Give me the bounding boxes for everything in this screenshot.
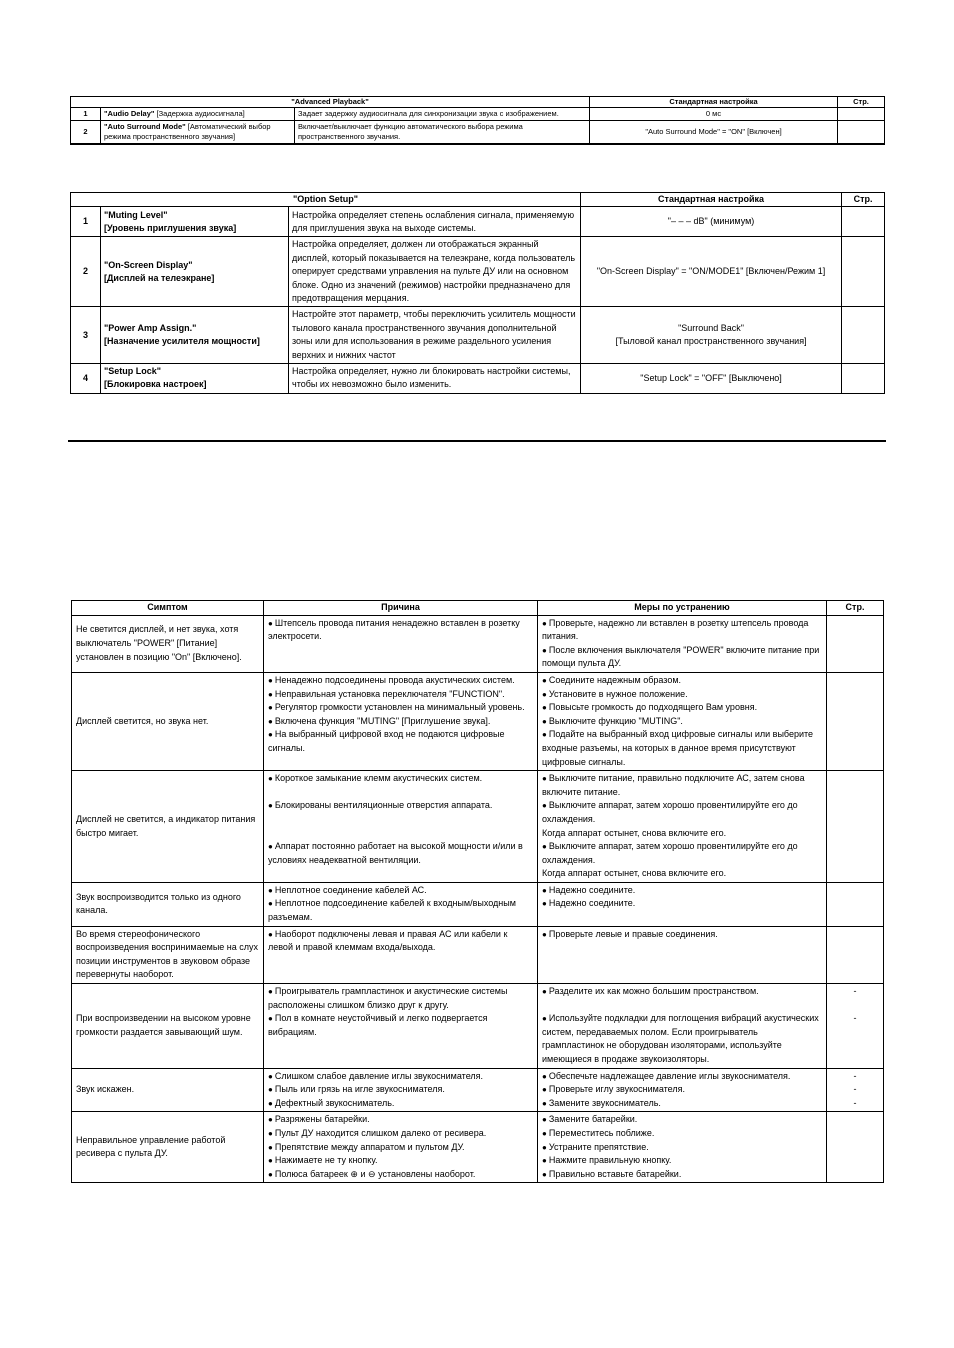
remedy-item: ● Надежно соедините.: [542, 897, 822, 911]
row-number: 1: [71, 108, 101, 121]
setting-name-en: "Muting Level": [104, 209, 168, 220]
setting-name-ru: [Задержка аудиосигнала]: [156, 109, 245, 118]
symptom: Звук воспроизводится только из одного канала.: [72, 882, 264, 926]
cause-item: ● Препятствие между аппаратом и пультом ДУ.: [268, 1141, 533, 1155]
setting-name: [101, 307, 289, 364]
remedy: [538, 926, 827, 983]
symptom: Неправильное управление работой ресивера с пульта ДУ.: [72, 1112, 264, 1183]
remedy: [538, 984, 827, 1069]
column-header: Причина: [264, 601, 538, 616]
page-ref: [827, 882, 884, 926]
table-row: [72, 1112, 884, 1183]
cause-item: ● Пульт ДУ находится слишком далеко от ресивера.: [268, 1127, 533, 1141]
cause-item: ● Разряжены батарейки.: [268, 1113, 533, 1127]
cause-item: ● Неплотное соединение кабелей АС.: [268, 884, 533, 898]
page-ref: [827, 984, 884, 1069]
default-setting: [581, 307, 842, 364]
symptom: При воспроизведении на высоком уровне громкости раздается завывающий шум.: [72, 984, 264, 1069]
page-ref: [842, 364, 885, 394]
remedy-item: ● Проверьте, надежно ли вставлен в розетку штепсель провода питания.: [542, 617, 822, 644]
remedy-item: ● Проверьте иглу звукоснимателя.: [542, 1083, 822, 1097]
page-ref: [842, 207, 885, 237]
cause-item: ● Проигрыватель грампластинок и акустические системы расположены слишком близко друг к другу.: [268, 985, 533, 1012]
remedy-item: ● Повысьте громкость до подходящего Вам уровня.: [542, 701, 822, 715]
default-setting: 0 мс: [590, 108, 838, 121]
setting-name-en: "Power Amp Assign.": [104, 322, 197, 333]
cause-item: ● Штепсель провода питания ненадежно вставлен в розетку электросети.: [268, 617, 533, 644]
remedy: [538, 1068, 827, 1112]
table-row: [71, 237, 885, 307]
remedy-item: ● Выключите функцию "MUTING".: [542, 715, 822, 729]
minus-icon: ⊖: [368, 1168, 376, 1179]
column-header: Симптом: [72, 601, 264, 616]
default-setting: "On-Screen Display" = "ON/MODE1" [Включен/Режим 1]: [581, 237, 842, 307]
page-ref: [842, 237, 885, 307]
setting-name-en: "On-Screen Display": [104, 259, 193, 270]
cause: [264, 672, 538, 770]
default-value: "Surround Back": [678, 322, 744, 333]
setting-name: [101, 207, 289, 237]
column-header: Стр.: [827, 601, 884, 616]
setting-name: [101, 364, 289, 394]
setting-description: Настройка определяет степень ослабления сигнала, применяемую для приглушения звука на выходе системы.: [289, 207, 581, 237]
page-ref: [827, 771, 884, 883]
cause-item: [268, 1168, 533, 1182]
page-ref: [827, 926, 884, 983]
table-row: [72, 1068, 884, 1112]
column-header: "Advanced Playback": [71, 97, 590, 108]
cause-item: ● Пол в комнате неустойчивый и легко подвергается вибрациям.: [268, 1012, 533, 1039]
default-setting: "Auto Surround Mode" = "ON" [Включен]: [590, 121, 838, 145]
setting-name: [101, 108, 295, 121]
page-ref: [838, 121, 885, 145]
table-row: [72, 615, 884, 672]
cause-item: ● Включена функция "MUTING" [Приглушение звука].: [268, 715, 533, 729]
remedy-item: ● Подайте на выбранный вход цифровые сигналы или выберите входные разъемы, на которых в данное время присутствуют цифровые сигналы.: [542, 728, 822, 769]
row-number: 3: [71, 307, 101, 364]
section-divider: [68, 440, 886, 442]
cause-item: ● Аппарат постоянно работает на высокой мощности и/или в условиях неадекватной вентиляции.: [268, 840, 533, 867]
cause: [264, 926, 538, 983]
cause-text: и: [360, 1168, 366, 1179]
remedy: [538, 882, 827, 926]
column-header: Стандартная настройка: [581, 193, 842, 207]
column-header: Стр.: [838, 97, 885, 108]
row-number: 4: [71, 364, 101, 394]
column-header: "Option Setup": [71, 193, 581, 207]
table-row: [72, 672, 884, 770]
remedy-item: ● Установите в нужное положение.: [542, 688, 822, 702]
setting-description: Настройте этот параметр, чтобы переключить усилитель мощности тылового канала пространственного звучания дополнительной зоны или для использования в режиме раздельного усиления верхних и нижних частот: [289, 307, 581, 364]
row-number: 1: [71, 207, 101, 237]
setting-name-ru: [Назначение усилителя мощности]: [104, 336, 260, 347]
page-ref: [827, 672, 884, 770]
remedy-item: ● Разделите их как можно большим пространством.: [542, 985, 822, 999]
remedy-item: ● После включения выключателя "POWER" включите питание при помощи пульта ДУ.: [542, 644, 822, 671]
default-value-ru: [Тыловой канал пространственного звучания]: [615, 336, 807, 347]
table-row: [72, 984, 884, 1069]
table-row: [71, 207, 885, 237]
row-number: 2: [71, 237, 101, 307]
cause-item: ● Неплотное подсоединение кабелей к входным/выходным разъемам.: [268, 897, 533, 924]
remedy: [538, 672, 827, 770]
table-row: [71, 364, 885, 394]
remedy-note: Когда аппарат остынет, снова включите его.: [542, 868, 727, 879]
column-header: Стандартная настройка: [590, 97, 838, 108]
spacer: [542, 999, 822, 1013]
table-row: [72, 882, 884, 926]
cause-item: ● Ненадежно подсоединены провода акустических систем.: [268, 674, 533, 688]
symptom: Не светится дисплей, и нет звука, хотя выключатель "POWER" [Питание] установлен в позицию "On" [Включено].: [72, 615, 264, 672]
spacer: [268, 786, 533, 800]
setting-name-ru: [Автоматический выбор режима пространственного звучания]: [104, 122, 271, 141]
troubleshooting-table: [71, 600, 884, 1183]
column-header: Стр.: [842, 193, 885, 207]
setting-description: Настройка определяет, должен ли отображаться экранный дисплей, который показывается на телеэкране, когда пользователь оперирует средствами управления на пульте ДУ или на основном блоке. Одно из значений (режимов) настройки предназначено для предотвращения мерцания.: [289, 237, 581, 307]
page-ref-item: -: [853, 1084, 857, 1095]
setting-description: Включает/выключает функцию автоматического выбора режима пространственного звучания.: [295, 121, 590, 145]
table-header-row: [71, 97, 885, 108]
setting-name-ru: [Уровень приглушения звука]: [104, 222, 237, 233]
page-ref: [842, 307, 885, 364]
remedy-item: ● Обеспечьте надлежащее давление иглы звукоснимателя.: [542, 1070, 822, 1084]
setting-name-ru: [Дисплей на телеэкране]: [104, 272, 215, 283]
column-header: Меры по устранению: [538, 601, 827, 616]
row-number: 2: [71, 121, 101, 145]
cause: [264, 1112, 538, 1183]
cause-item: ● Дефектный звукосниматель.: [268, 1097, 533, 1111]
remedy-item: ● Надежно соедините.: [542, 884, 822, 898]
cause: [264, 1068, 538, 1112]
table-row: [72, 771, 884, 883]
setting-name-en: "Audio Delay": [104, 109, 155, 118]
default-setting: "Setup Lock" = "OFF" [Выключено]: [581, 364, 842, 394]
cause-item: ● Пыль или грязь на игле звукоснимателя.: [268, 1083, 533, 1097]
remedy-item: ● Нажмите правильную кнопку.: [542, 1154, 822, 1168]
plus-icon: ⊕: [350, 1168, 358, 1179]
table-header-row: [71, 193, 885, 207]
page-ref: [827, 1068, 884, 1112]
page-ref: [827, 1112, 884, 1183]
page-ref-item: -: [853, 1070, 857, 1081]
page-ref-item: -: [853, 986, 857, 997]
table-row: [71, 307, 885, 364]
table-row: [71, 108, 885, 121]
setting-name-ru: [Блокировка настроек]: [104, 379, 207, 390]
cause: [264, 882, 538, 926]
cause-text: установлены наоборот.: [378, 1168, 476, 1179]
remedy-item: ● Соедините надежным образом.: [542, 674, 822, 688]
remedy-item: ● Выключите аппарат, затем хорошо провентилируйте его до охлаждения.: [542, 840, 822, 867]
cause: [264, 984, 538, 1069]
cause-item: ● Слишком слабое давление иглы звукоснимателя.: [268, 1070, 533, 1084]
setting-description: Настройка определяет, нужно ли блокировать настройки системы, чтобы их невозможно было изменить.: [289, 364, 581, 394]
remedy: [538, 1112, 827, 1183]
spacer: [831, 999, 879, 1013]
cause-item: ● Нажимаете не ту кнопку.: [268, 1154, 533, 1168]
cause: [264, 615, 538, 672]
remedy-item: ● Используйте подкладки для поглощения вибраций акустических систем, передаваемых полом. Если проигрыватель грампластинок не оборудован изоляторами, используйте имеющиеся в продаже звукоизоляторы.: [542, 1012, 822, 1066]
remedy-note: Когда аппарат остынет, снова включите его.: [542, 827, 727, 838]
setting-name-en: "Setup Lock": [104, 366, 162, 377]
default-setting: "– – – dB" (минимум): [581, 207, 842, 237]
advanced-playback-table: [70, 96, 885, 145]
cause-item: ● На выбранный цифровой вход не подаются цифровые сигналы.: [268, 728, 533, 755]
cause-item: ● Короткое замыкание клемм акустических систем.: [268, 772, 533, 786]
remedy-item: ● Проверьте левые и правые соединения.: [542, 928, 822, 942]
remedy-item: ● Переместитесь поближе.: [542, 1127, 822, 1141]
spacer: [268, 827, 533, 841]
symptom: Дисплей светится, но звука нет.: [72, 672, 264, 770]
cause: [264, 771, 538, 883]
cause-item: ● Неправильная установка переключателя "FUNCTION".: [268, 688, 533, 702]
cause-item: ● Наоборот подключены левая и правая АС или кабели к левой и правой клеммам входа/выхода.: [268, 928, 533, 955]
page-ref: [838, 108, 885, 121]
cause-item: ● Блокированы вентиляционные отверстия аппарата.: [268, 799, 533, 813]
table-row: [72, 926, 884, 983]
cause-item: ● Регулятор громкости установлен на минимальный уровень.: [268, 701, 533, 715]
remedy-item: ● Выключите питание, правильно подключите АС, затем снова включите питание.: [542, 772, 822, 799]
remedy-item: ● Устраните препятствие.: [542, 1141, 822, 1155]
remedy: [538, 771, 827, 883]
cause-text: Полюса батареек: [274, 1168, 348, 1179]
remedy-item: ● Замените звукосниматель.: [542, 1097, 822, 1111]
setting-name-en: "Auto Surround Mode": [104, 122, 186, 131]
symptom: Звук искажен.: [72, 1068, 264, 1112]
table-row: [71, 121, 885, 145]
spacer: [268, 813, 533, 827]
symptom: Во время стереофонического воспроизведения воспринимаемые на слух позиции инструментов в звуковом образе перевернуты наоборот.: [72, 926, 264, 983]
page-ref-item: -: [853, 1097, 857, 1108]
option-setup-table: [70, 192, 885, 394]
page-ref: [827, 615, 884, 672]
setting-description: Задает задержку аудиосигнала для синхронизации звука с изображением.: [295, 108, 590, 121]
remedy-item: ● Правильно вставьте батарейки.: [542, 1168, 822, 1182]
remedy-item: ● Выключите аппарат, затем хорошо провентилируйте его до охлаждения.: [542, 799, 822, 826]
setting-name: [101, 121, 295, 145]
setting-name: [101, 237, 289, 307]
page-ref-item: -: [853, 1013, 857, 1024]
remedy-item: ● Замените батарейки.: [542, 1113, 822, 1127]
symptom: Дисплей не светится, а индикатор питания быстро мигает.: [72, 771, 264, 883]
table-header-row: [72, 601, 884, 616]
remedy: [538, 615, 827, 672]
